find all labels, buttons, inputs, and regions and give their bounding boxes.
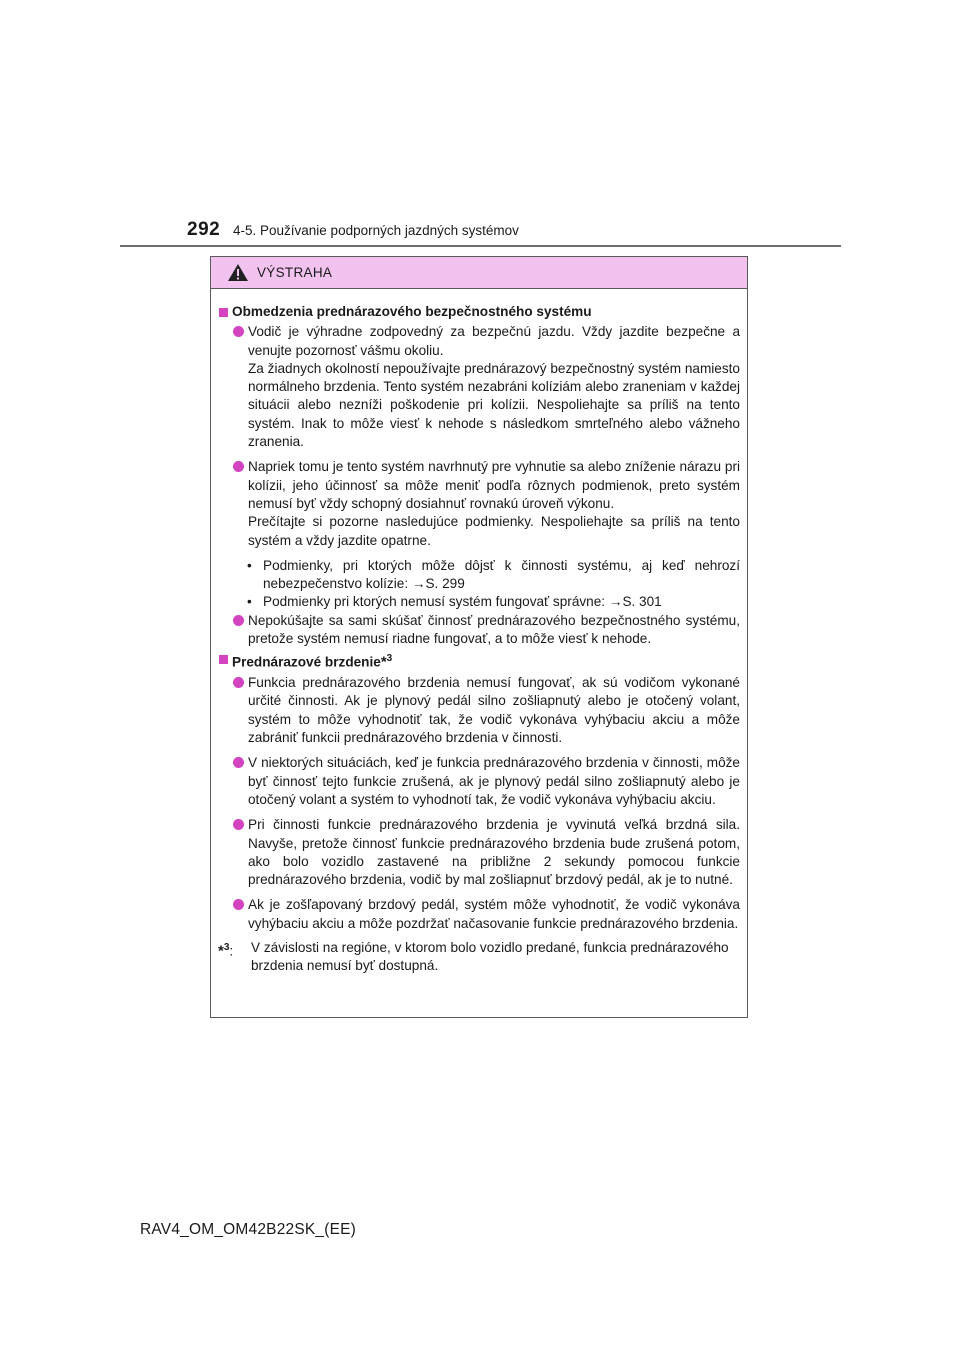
section-title-text [232, 650, 392, 672]
header-rule [120, 245, 841, 247]
bullet-text: Ak je zošľapovaný brzdový pedál, systém môže vyhodnotiť, že vodič vykonáva vyhýbaciu akciu a môže pozdržať načasovanie funkcie prednárazového brzdenia. [248, 897, 740, 931]
footnote-mark: *$^3$: [218, 942, 234, 960]
bullet-text: V niektorých situáciách, keď je funkcia prednárazového brzdenia v činnosti, môže byť činnosť tejto funkcie zrušená, ak je plynový pedál silno zošliapnutý alebo je otočený volant a systém to vyhodnotí tak, že vodič vykonáva vyhýbaciu akciu. [248, 755, 740, 807]
document-code: RAV4_OM_OM42B22SK_(EE) [140, 1221, 357, 1238]
bullet-paragraph: Napriek tomu je tento systém navrhnutý pre vyhnutie sa alebo zníženie nárazu pri kolízii, jeho účinnosť sa môže meniť podľa rôznych podmienok, preto systém nemusí byť vždy schopný dosiahnuť rovnakú úroveň výkonu. [248, 459, 740, 511]
section-title-label: Prednárazové brzdenie [232, 654, 381, 670]
square-bullet-icon [219, 655, 228, 664]
section-title [218, 650, 740, 672]
warning-label: VÝSTRAHA [257, 265, 333, 280]
warning-header [211, 257, 747, 289]
page-number: 292 [187, 219, 221, 240]
list-item [233, 323, 740, 451]
list-item [233, 816, 740, 889]
sub-item-text: Podmienky pri ktorých nemusí systém fungovať správne: →S. 301 [263, 594, 662, 610]
bullet-paragraph: Prečítajte si pozorne nasledujúce podmienky. Nespoliehajte sa príliš na tento systém a vždy jazdite opatrne. [248, 514, 740, 548]
bullet-text [248, 458, 740, 549]
round-bullet-icon [233, 326, 244, 337]
round-bullet-icon [233, 677, 244, 688]
round-bullet-icon [233, 819, 244, 830]
footnote-text: V závislosti na regióne, v ktorom bolo vozidlo predané, funkcia prednárazového brzdenia nemusí byť dostupná. [251, 940, 729, 974]
square-bullet-icon [219, 308, 228, 317]
round-bullet-icon [233, 615, 244, 626]
list-item [233, 754, 740, 809]
sub-bullet-mark: • [247, 557, 252, 573]
sub-list-item [247, 593, 740, 611]
sub-list-item [247, 557, 740, 594]
chapter-title: 4-5. Používanie podporných jazdných systémov [233, 223, 519, 238]
sub-bullet-mark: • [247, 594, 252, 610]
footnote-star: * [380, 653, 387, 671]
warning-box [210, 256, 748, 1018]
bullet-text: Nepokúšajte sa sami skúšať činnosť prednárazového bezpečnostného systému, pretože systém nemusí riadne fungovať, a to môže viesť k nehode. [248, 612, 740, 647]
footnote-star: * [218, 942, 224, 960]
sub-item-text: Podmienky, pri ktorých môže dôjsť k činnosti systému, aj keď nehrozí nebezpečenstvo kolízie: →S. 299 [263, 557, 740, 592]
section-title [218, 303, 740, 321]
bullet-text [248, 323, 740, 451]
footnote [218, 939, 740, 976]
bullet-paragraph: Vodič je výhradne zodpovedný za bezpečnú jazdu. Vždy jazdite bezpečne a venujte pozornosť vášmu okoliu. [248, 324, 740, 358]
round-bullet-icon [233, 461, 244, 472]
list-item [233, 896, 740, 933]
round-bullet-icon [233, 757, 244, 768]
warning-triangle-icon [227, 263, 249, 282]
round-bullet-icon [233, 899, 244, 910]
list-item [233, 458, 740, 549]
footnote-sup: 3 [223, 942, 230, 954]
footnote-sup: 3 [386, 653, 393, 665]
bullet-text: Funkcia prednárazového brzdenia nemusí fungovať, ak sú vodičom vykonané určité činnosti. Ak je plynový pedál silno zošliapnutý alebo je otočený volant, systém to môže vyhodnotiť tak, že vodič vykonáva vyhýbaciu akciu a môže zabrániť funkcii prednárazového brzdenia v činnosti. [248, 675, 740, 746]
list-item [233, 674, 740, 747]
warning-content [211, 289, 747, 976]
section-title-text: Obmedzenia prednárazového bezpečnostného systému [232, 304, 592, 319]
bullet-text: Pri činnosti funkcie prednárazového brzdenia je vyvinutá veľká brzdná sila. Navyše, pretože činnosť funkcie prednárazového brzdenia bude zrušená potom, ako bolo vozidlo zastavené na približne 2 sekundy pomocou funkcie prednárazového brzdenia, vodič by mal zošliapnuť brzdový pedál, ak je to nutné. [248, 817, 740, 888]
list-item [233, 612, 740, 649]
bullet-paragraph: Za žiadnych okolností nepoužívajte prednárazový bezpečnostný systém namiesto normálneho brzdenia. Tento systém nezabráni kolíziám alebo zraneniam v každej situácii alebo nezníži poškodenie pri kolízii. Nespoliehajte sa príliš na tento systém. Inak to môže viesť k nehode s následkom smrteľného alebo vážneho zranenia. [248, 360, 740, 450]
